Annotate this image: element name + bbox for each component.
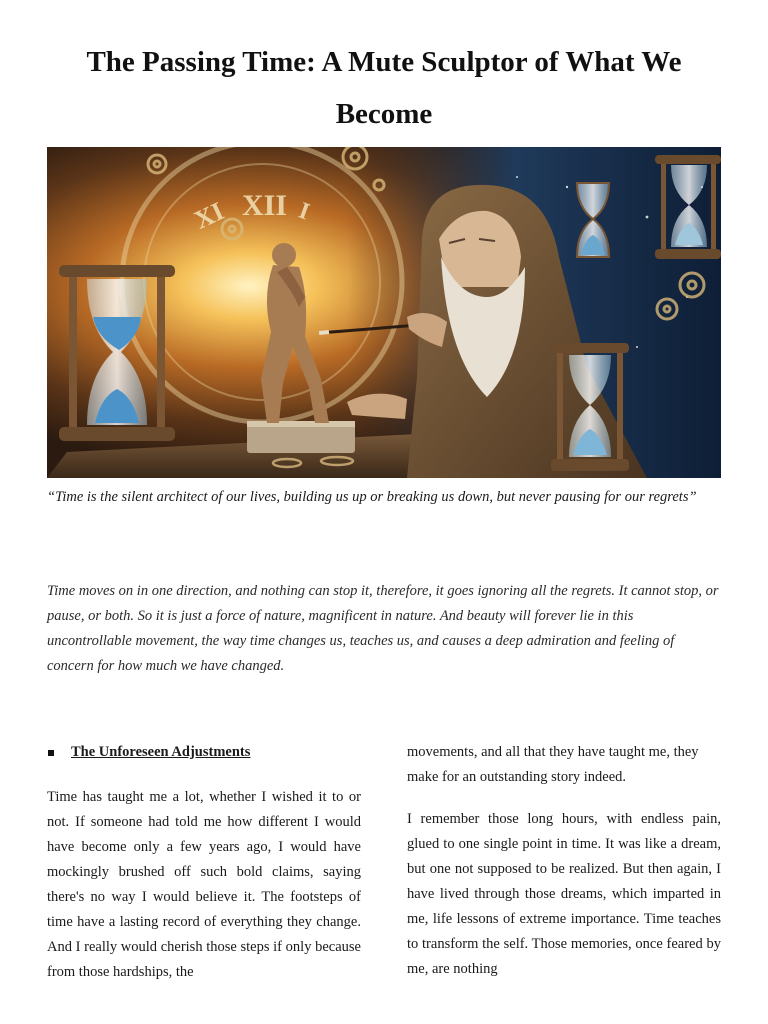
svg-text:XI: XI — [189, 196, 229, 235]
body-paragraph-1-left: Time has taught me a lot, whether I wished it to or not. If someone had told me how different I would have become only a few years ago, I would have mockingly brushed off such bold claims, saying there's no way I would believe it. The footsteps of time have a lasting record of everything they change. And I really would cherish those steps if only because from those hardships, the — [47, 789, 361, 980]
right-column — [407, 740, 721, 999]
hourglass-top-right-icon — [655, 155, 721, 259]
page-title: The Passing Time: A Mute Sculptor of What We Become — [86, 46, 682, 130]
body-paragraph-2: I remember those long hours, with endless pain, glued to one single point in time. It was like a dream, but one not supposed to be realized. But then again, I have lived through those dreams, which imparted in me, life lessons of extreme importance. Time teaches to transform the self. Those memories, once feared by me, are nothing — [407, 811, 721, 977]
intro-paragraph: Time moves on in one direction, and nothing can stop it, therefore, it goes ignoring all the regrets. It cannot stop, or pause, or both. So it is just a force of nature, magnificent in nature. And beauty will forever lie in this uncontrollable movement, the way time changes us, teaches us, and causes a deep admiration and feeling of concern for how much we have changed. — [47, 583, 719, 674]
section-heading-text: The Unforeseen Adjustments — [71, 744, 251, 760]
left-column — [47, 740, 361, 1002]
square-bullet-icon — [48, 750, 54, 756]
svg-text:I: I — [295, 197, 313, 226]
hourglass-left-icon — [59, 265, 175, 441]
body-paragraph-1-right: movements, and all that they have taught me, they make for an outstanding story indeed. — [407, 744, 699, 785]
hero-illustration — [47, 147, 721, 478]
svg-text:XII: XII — [242, 189, 288, 222]
quote-caption: “Time is the silent architect of our lives, building us up or breaking us down, but never pausing for our regrets” — [47, 489, 697, 505]
section-heading — [47, 740, 361, 765]
hourglass-bottom-right-icon — [551, 343, 629, 471]
